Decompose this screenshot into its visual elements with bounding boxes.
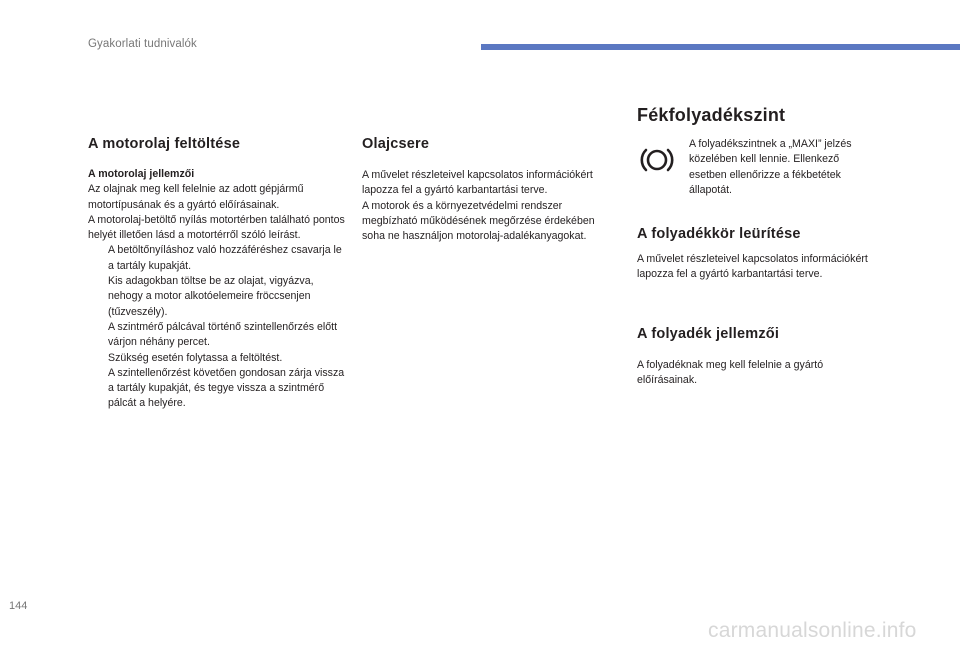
heading-brake-fluid-level: Fékfolyadékszint: [637, 105, 786, 125]
list-item: [88, 366, 350, 412]
list-item: [88, 243, 350, 274]
list-item-text: A betöltőnyíláshoz való hozzáféréshez csavarja le a tartály kupakját.: [108, 244, 342, 272]
paragraph-no-additives: A motorok és a környezetvédelmi rendszer megbízható működésének megőrzése érdekében soha ne használjon motorolaj-adalékanyagokat.: [362, 199, 595, 243]
brake-fluid-level-text: A folyadékszintnek a „MAXI” jelzés közelében kell lennie. Ellenkező esetben ellenőrizze a fékbetétek állapotát.: [689, 138, 852, 196]
watermark: carmanualsonline.info: [708, 619, 917, 642]
list-item-text: A szintellenőrzést követően gondosan zárja vissza a tartály kupakját, és tegye vissza a szintmérő pálcát a helyére.: [108, 366, 345, 410]
heading-engine-oil-topup: A motorolaj feltöltése: [88, 136, 241, 152]
list-item-text: Szükség esetén folytassa a feltöltést.: [108, 351, 283, 364]
header-bar: [481, 44, 960, 50]
topup-steps-list: [88, 243, 350, 411]
list-item: [88, 320, 350, 351]
paragraph-fluid-specs: A folyadéknak meg kell felelnie a gyártó előírásainak.: [637, 358, 824, 387]
paragraph-filler-location: A motorolaj-betöltő nyílás motortérben található pontos helyét illetően lásd a motortérről szóló leírást.: [88, 213, 345, 242]
brake-warning-icon: [637, 145, 689, 180]
list-item: [88, 351, 350, 366]
column-oil-change: [362, 136, 602, 244]
column-brake-fluid: [637, 105, 877, 388]
heading-fluid-drain: A folyadékkör leürítése: [637, 226, 801, 243]
list-item-text: A szintmérő pálcával történő szintellenőrzés előtt várjon néhány percet.: [108, 320, 338, 349]
paragraph-oil-spec: Az olajnak meg kell felelnie az adott gépjármű motortípusának és a gyártó előírásainak.: [88, 183, 304, 211]
page-number: 144: [9, 600, 28, 612]
subheading-oil-specs: A motorolaj jellemzői: [88, 168, 195, 180]
list-item-text: Kis adagokban töltse be az olajat, vigyázva, nehogy a motor alkotóelemeire fröccsenjen (tűzveszély).: [108, 275, 314, 318]
section-title: Gyakorlati tudnivalók: [88, 38, 197, 50]
paragraph-fluid-drain: A művelet részleteivel kapcsolatos információkért lapozza fel a gyártó karbantartási terve.: [637, 253, 868, 281]
heading-oil-change: Olajcsere: [362, 136, 430, 152]
column-engine-oil-topup: [88, 136, 350, 412]
heading-fluid-specs: A folyadék jellemzői: [637, 325, 780, 342]
paragraph-oil-change-info: A művelet részleteivel kapcsolatos információkért lapozza fel a gyártó karbantartási terve.: [362, 169, 593, 197]
list-item: [88, 274, 350, 320]
brake-fluid-level-row: [637, 137, 877, 198]
